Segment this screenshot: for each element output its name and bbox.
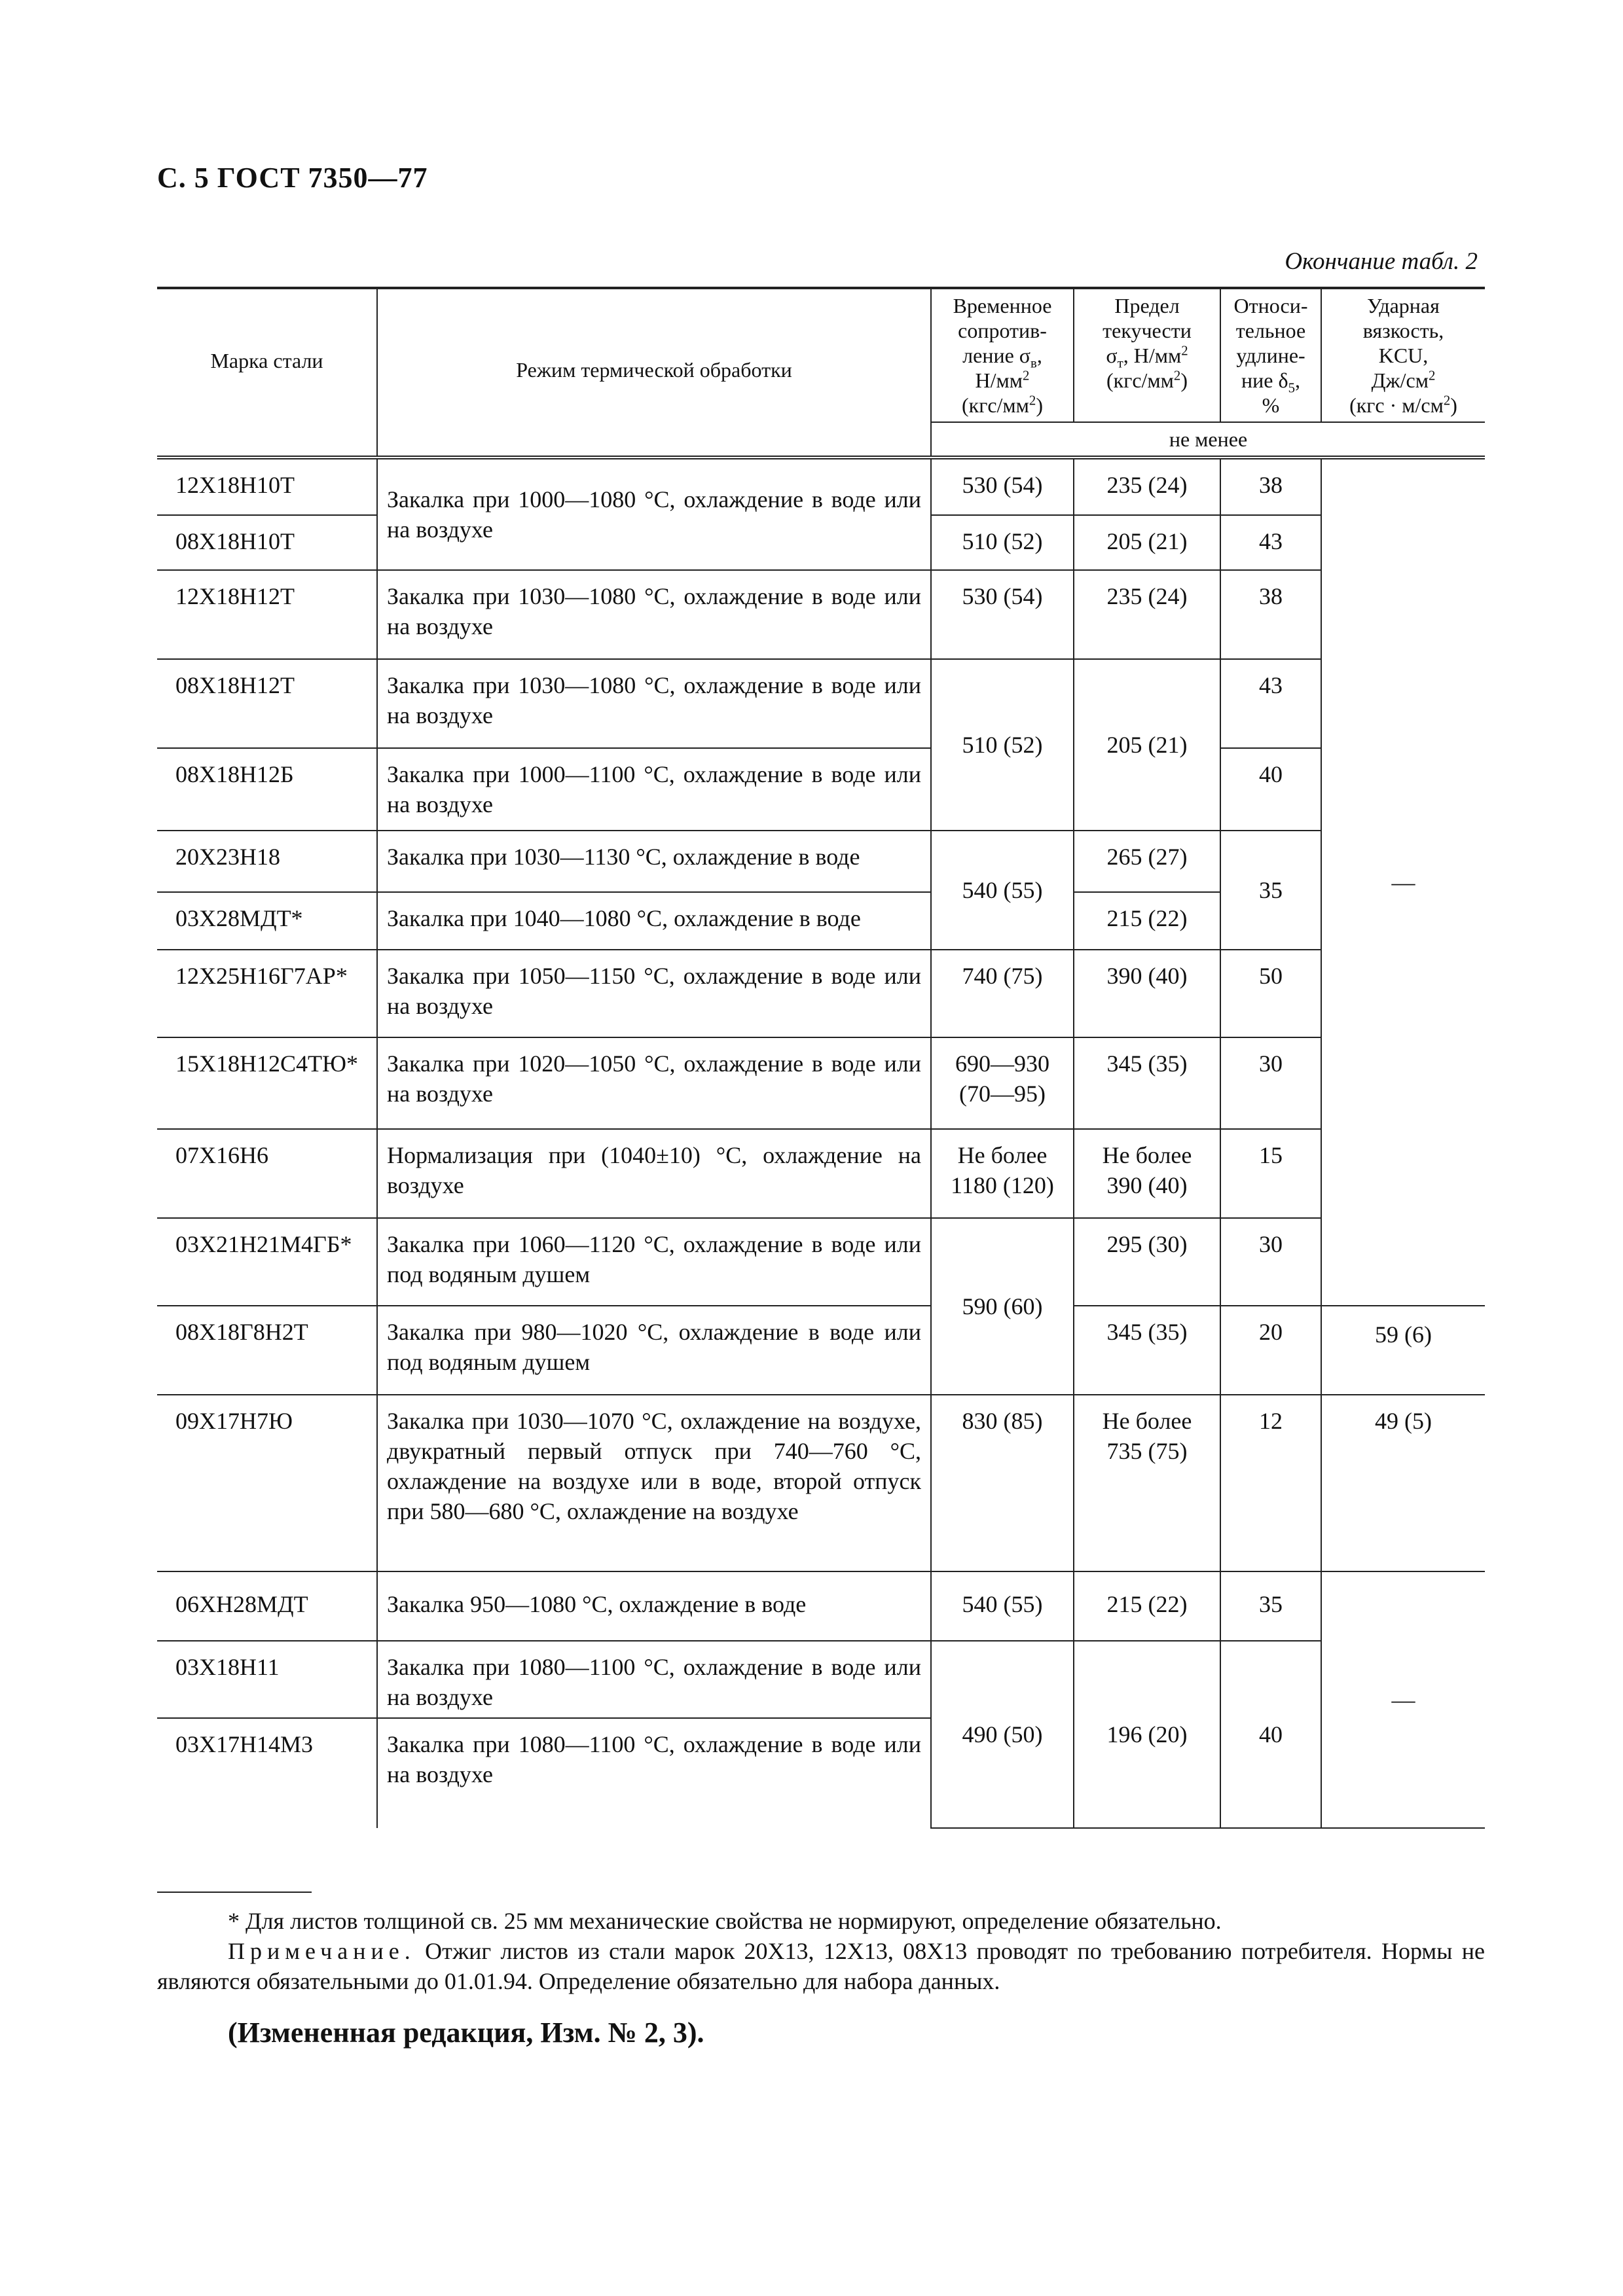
tensile-cell: 510 (52) (931, 659, 1074, 831)
table-row (157, 1641, 1485, 1718)
table-row (157, 1129, 1485, 1218)
col-grade-header: Марка стали (157, 288, 377, 457)
elong-cell: 12 (1220, 1395, 1321, 1571)
yield-cell: 235 (24) (1074, 570, 1220, 659)
yield-cell: Не более 390 (40) (1074, 1129, 1220, 1218)
tensile-cell: 530 (54) (931, 570, 1074, 659)
mode-cell: Закалка 950—1080 °С, охлаждение в воде (377, 1571, 931, 1641)
footnote-divider (157, 1892, 312, 1893)
elong-cell: 20 (1220, 1306, 1321, 1395)
mode-cell: Закалка при 1030—1130 °С, охлаждение в воде (377, 831, 931, 892)
col-impact-header: Ударная вязкость, KCU, $Дж/см^2$ $(кгс \cdot м/см^2)$ (1321, 288, 1485, 422)
tensile-cell: 490 (50) (931, 1641, 1074, 1828)
grade-cell: 03Х18Н11 (157, 1641, 377, 1718)
yield-cell: 345 (35) (1074, 1306, 1220, 1395)
table-caption: Окончание табл. 2 (1285, 248, 1478, 275)
elong-cell: 30 (1220, 1037, 1321, 1129)
mode-cell: Закалка при 1030—1080 °С, охлаждение в воде или на воздухе (377, 570, 931, 659)
tensile-cell: 540 (55) (931, 831, 1074, 950)
table-row (157, 570, 1485, 659)
yield-cell: 215 (22) (1074, 1571, 1220, 1641)
table-row (157, 748, 1485, 831)
table-row (157, 1037, 1485, 1129)
col-yield-header: Предел текучести $\sigma_т$, $Н/мм^2$ $(кгс/мм^2)$ (1074, 288, 1220, 422)
mode-cell: Закалка при 980—1020 °С, охлаждение в воде или под водяным душем (377, 1306, 931, 1395)
yield-cell: 390 (40) (1074, 950, 1220, 1037)
grade-cell: 03Х21Н21М4ГБ* (157, 1218, 377, 1306)
tensile-cell: 510 (52) (931, 515, 1074, 570)
grade-cell: 15Х18Н12С4ТЮ* (157, 1037, 377, 1129)
table-row (157, 831, 1485, 892)
elong-cell: 30 (1220, 1218, 1321, 1306)
impact-cell: 49 (5) (1321, 1395, 1485, 1571)
impact-cell: — (1321, 457, 1485, 1306)
grade-cell: 20Х23Н18 (157, 831, 377, 892)
grade-cell: 03Х28МДТ* (157, 892, 377, 950)
tensile-cell: 740 (75) (931, 950, 1074, 1037)
table-row (157, 659, 1485, 748)
yield-cell: 235 (24) (1074, 457, 1220, 515)
mode-cell: Закалка при 1000—1080 °С, охлаждение в воде или на воздухе (377, 457, 931, 570)
col-tensile-header: Временное сопротив- ление $\sigma_в$, $Н/мм^2$ $(кгс/мм^2)$ (931, 288, 1074, 422)
col-elong-header: Относи- тельное удлине- ние $\delta_5$, % (1220, 288, 1321, 422)
elong-cell: 15 (1220, 1129, 1321, 1218)
grade-cell: 06ХН28МДТ (157, 1571, 377, 1641)
yield-cell: 196 (20) (1074, 1641, 1220, 1828)
tensile-cell: 590 (60) (931, 1218, 1074, 1395)
note-footnote (157, 1936, 1485, 1996)
tensile-cell: 530 (54) (931, 457, 1074, 515)
yield-cell: 205 (21) (1074, 515, 1220, 570)
amendment-note: (Измененная редакция, Изм. № 2, 3). (228, 2017, 704, 2049)
table-row (157, 1218, 1485, 1306)
mode-cell: Закалка при 1080—1100 °С, охлаждение в воде или на воздухе (377, 1718, 931, 1828)
elong-cell: 35 (1220, 831, 1321, 950)
footnotes (157, 1906, 1485, 1996)
elong-cell: 50 (1220, 950, 1321, 1037)
note-label: Примечание. (228, 1938, 416, 1964)
tensile-cell: 690—930 (70—95) (931, 1037, 1074, 1129)
elong-cell: 43 (1220, 659, 1321, 748)
grade-cell: 12Х18Н10Т (157, 457, 377, 515)
mode-cell: Закалка при 1030—1070 °С, охлаждение на воздухе, двукратный первый отпуск при 740—760 °С, охлаждение на воздухе или в воде, второй отпуск при 580—680 °С, охлаждение на воздухе (377, 1395, 931, 1571)
table-row (157, 457, 1485, 515)
table-row (157, 1395, 1485, 1571)
elong-cell: 43 (1220, 515, 1321, 570)
steel-properties-table (157, 287, 1485, 1829)
impact-cell: — (1321, 1571, 1485, 1828)
elong-cell: 38 (1220, 570, 1321, 659)
yield-cell: 265 (27) (1074, 831, 1220, 892)
elong-cell: 40 (1220, 748, 1321, 831)
mode-cell: Закалка при 1000—1100 °С, охлаждение в воде или на воздухе (377, 748, 931, 831)
mode-cell: Закалка при 1040—1080 °С, охлаждение в воде (377, 892, 931, 950)
mode-cell: Нормализация при (1040±10) °С, охлаждение на воздухе (377, 1129, 931, 1218)
elong-cell: 38 (1220, 457, 1321, 515)
table-row (157, 1571, 1485, 1641)
tensile-cell: 830 (85) (931, 1395, 1074, 1571)
mode-cell: Закалка при 1020—1050 °С, охлаждение в воде или на воздухе (377, 1037, 931, 1129)
grade-cell: 08Х18Н10Т (157, 515, 377, 570)
mode-cell: Закалка при 1060—1120 °С, охлаждение в воде или под водяным душем (377, 1218, 931, 1306)
yield-cell: Не более 735 (75) (1074, 1395, 1220, 1571)
grade-cell: 09Х17Н7Ю (157, 1395, 377, 1571)
mode-cell: Закалка при 1030—1080 °С, охлаждение в воде или на воздухе (377, 659, 931, 748)
yield-cell: 345 (35) (1074, 1037, 1220, 1129)
min-note: не менее (931, 422, 1485, 457)
yield-cell: 215 (22) (1074, 892, 1220, 950)
note-text: Отжиг листов из стали марок 20Х13, 12Х13, 08Х13 проводят по требованию потребителя. Нормы не являются обязательными до 01.01.94. Определение обязательно для набора данных. (157, 1938, 1485, 1994)
grade-cell: 07Х16Н6 (157, 1129, 377, 1218)
star-footnote: * Для листов толщиной св. 25 мм механические свойства не нормируют, определение обязательно. (228, 1908, 1222, 1934)
grade-cell: 12Х25Н16Г7АР* (157, 950, 377, 1037)
page-header: С. 5 ГОСТ 7350—77 (157, 162, 428, 194)
mode-cell: Закалка при 1080—1100 °С, охлаждение в воде или на воздухе (377, 1641, 931, 1718)
table-row (157, 950, 1485, 1037)
elong-cell: 40 (1220, 1641, 1321, 1828)
grade-cell: 03Х17Н14М3 (157, 1718, 377, 1828)
mode-cell: Закалка при 1050—1150 °С, охлаждение в воде или на воздухе (377, 950, 931, 1037)
impact-cell: 59 (6) (1321, 1306, 1485, 1395)
grade-cell: 08Х18Н12Т (157, 659, 377, 748)
tensile-cell: 540 (55) (931, 1571, 1074, 1641)
elong-cell: 35 (1220, 1571, 1321, 1641)
col-mode-header: Режим термической обработки (377, 288, 931, 457)
yield-cell: 295 (30) (1074, 1218, 1220, 1306)
yield-cell: 205 (21) (1074, 659, 1220, 831)
grade-cell: 08Х18Н12Б (157, 748, 377, 831)
grade-cell: 08Х18Г8Н2Т (157, 1306, 377, 1395)
table-row (157, 1306, 1485, 1395)
tensile-cell: Не более 1180 (120) (931, 1129, 1074, 1218)
grade-cell: 12Х18Н12Т (157, 570, 377, 659)
